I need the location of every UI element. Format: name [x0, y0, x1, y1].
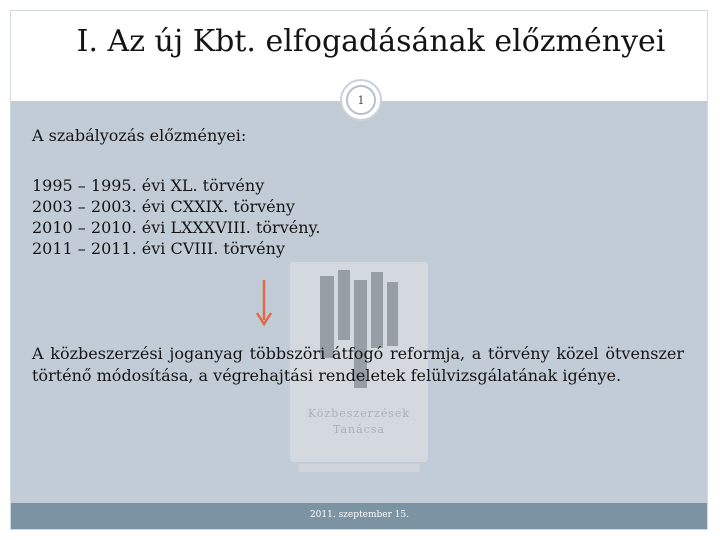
law-list	[32, 175, 321, 259]
footer-bar	[11, 503, 708, 529]
footer-date: 2011. szeptember 15.	[309, 510, 410, 520]
page-number: 1	[346, 85, 376, 115]
watermark-line-2: Tanácsa	[332, 423, 386, 436]
slide-title: I. Az új Kbt. elfogadásának előzményei	[76, 24, 666, 59]
watermark-line-1: Közbeszerzések	[307, 407, 411, 420]
law-item: 1995 – 1995. évi XL. törvény	[32, 176, 265, 195]
conclusion-paragraph: A közbeszerzési joganyag többszöri átfogó reformja, a törvény közel ötvenszer történő módosítása, a végrehajtási rendeletek felülvizsgálatának igénye.	[32, 344, 684, 385]
law-item: 2010 – 2010. évi LXXXVIII. törvény.	[32, 218, 321, 237]
section-heading: A szabályozás előzményei:	[32, 126, 247, 145]
law-item: 2003 – 2003. évi CXXIX. törvény	[32, 197, 295, 216]
page-number-badge	[340, 79, 382, 121]
arrow-down-icon	[254, 280, 274, 328]
law-item: 2011 – 2011. évi CVIII. törvény	[32, 239, 285, 258]
watermark-text	[290, 406, 428, 438]
watermark-reflection	[298, 464, 420, 472]
